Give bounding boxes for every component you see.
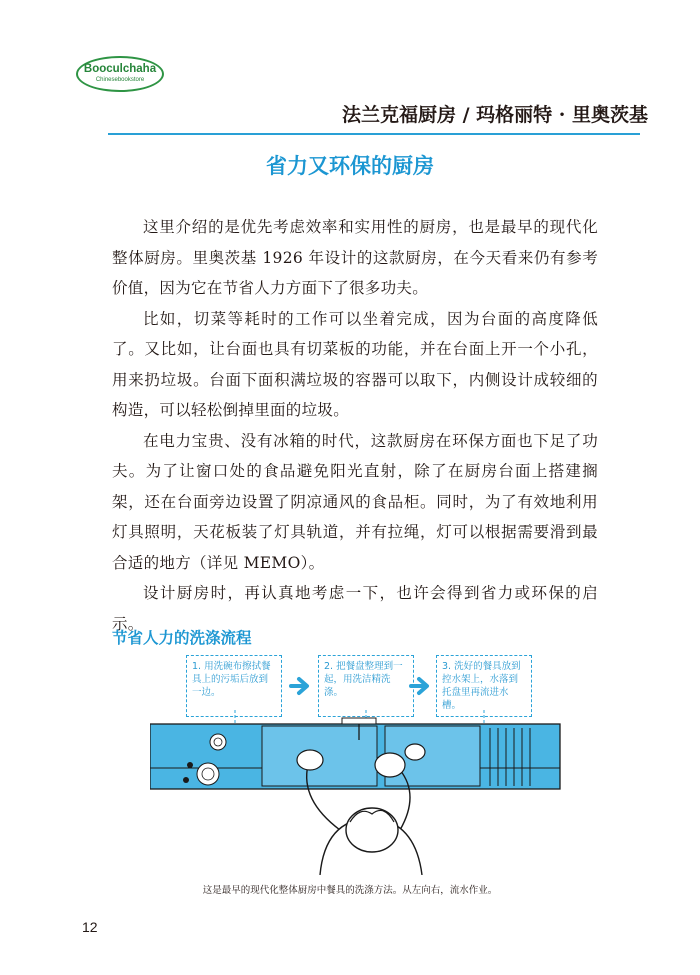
body-text [112,212,598,639]
page-title: 省力又环保的厨房 [266,154,434,178]
arrow-right-icon [289,676,311,696]
logo-name: Booculchaha [83,63,157,75]
figure-caption: 这是最早的现代化整体厨房中餐具的洗涤方法。从左向右，流水作业。 [202,885,498,896]
page-number: 12 [82,919,98,935]
step-box-2: 2. 把餐盘整理到一起，用洗洁精洗涤。 [318,655,414,717]
paragraph: 设计厨房时，再认真地考虑一下，也许会得到省力或环保的启示。 [112,584,598,633]
paragraph: 这里介绍的是优先考虑效率和实用性的厨房，也是最早的现代化整体厨房。里奥茨基 1926 年设计的这款厨房，在今天看来仍有参考价值，因为它在节省人力方面下了很多功夫。 [112,218,598,297]
logo-subtitle: Chinesebookstore [95,77,145,83]
step-box-3: 3. 洗好的餐具放到控水架上，水落到托盘里再流进水槽。 [436,655,532,717]
header-rule [108,133,640,135]
step-box-1: 1. 用洗碗布擦拭餐具上的污垢后放到一边。 [186,655,282,717]
paragraph: 比如，切菜等耗时的工作可以坐着完成，因为台面的高度降低了。又比如，让台面也具有切菜板的功能，并在台面上开一个小孔，用来扔垃圾。台面下面积满垃圾的容器可以取下，内侧设计成较细的构造，可以轻松倒掉里面的垃圾。 [112,309,598,419]
paragraph: 在电力宝贵、没有冰箱的时代，这款厨房在环保方面也下足了功夫。为了让窗口处的食品避免阳光直射，除了在厨房台面上搭建搁架，还在台面旁边设置了阴凉通风的食品柜。同时，为了有效地利用灯具照明，天花板装了灯具轨道，并有拉绳，灯可以根据需要滑到最合适的地方（详见 MEMO）。 [112,431,598,572]
store-logo [76,56,164,92]
section-heading: 节省人力的洗涤流程 [112,629,252,647]
chapter-header: 法兰克福厨房 / 玛格丽特 · 里奥茨基 [341,104,648,126]
kitchen-dishwashing-illustration [150,710,570,875]
arrow-right-icon [409,676,431,696]
